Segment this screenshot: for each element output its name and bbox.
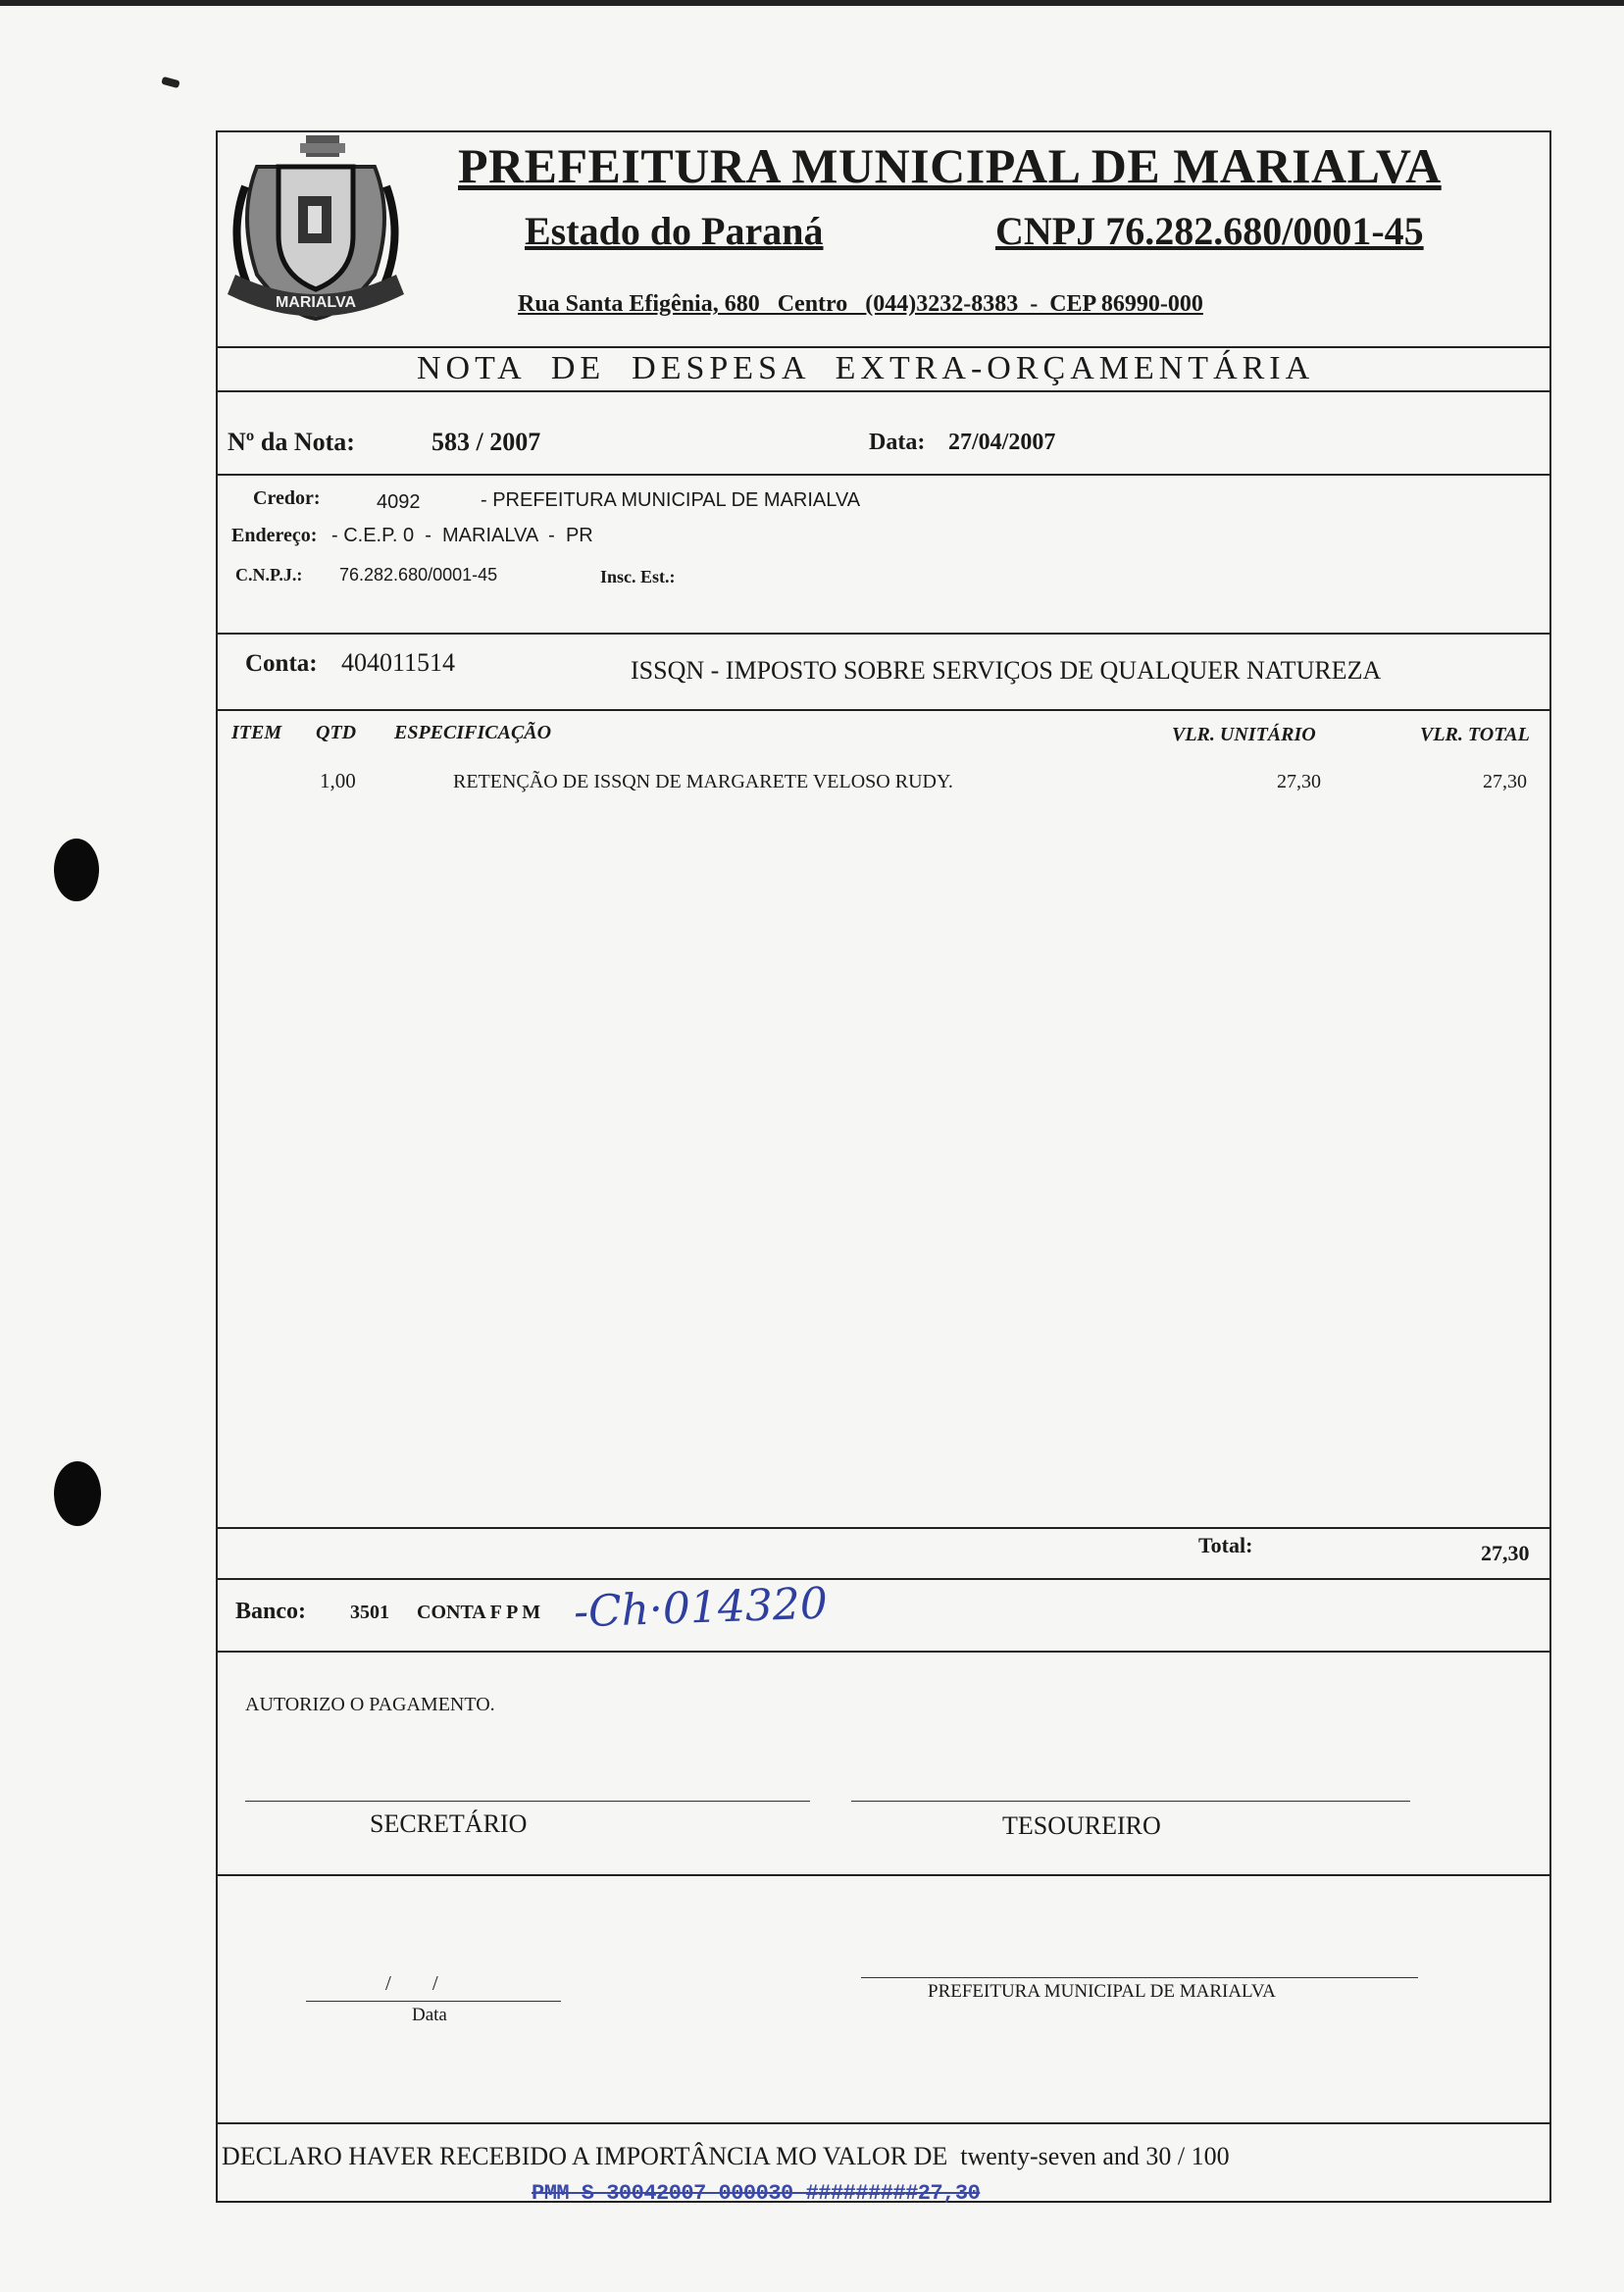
address-label: Endereço: (231, 525, 318, 546)
receipt-date-label: Data (412, 2005, 447, 2025)
conta-description: ISSQN - IMPOSTO SOBRE SERVIÇOS DE QUALQUER NATUREZA (631, 656, 1382, 685)
row-total: 27,30 (1483, 771, 1527, 792)
table-row (218, 765, 1549, 804)
bank-stamp: PMM S 30042007 000030 #########27,30 (532, 2181, 981, 2206)
divider (216, 1527, 1551, 1529)
nota-date-label: Data: (869, 430, 926, 455)
insc-label: Insc. Est.: (600, 567, 676, 586)
top-scan-border (0, 0, 1624, 6)
nota-date: 27/04/2007 (948, 430, 1056, 455)
coat-of-arms-text: MARIALVA (275, 294, 357, 311)
treasurer-signature-line (851, 1801, 1410, 1802)
col-header-total: VLR. TOTAL (1420, 724, 1530, 745)
conta-number: 404011514 (341, 648, 456, 677)
authorization-text: AUTORIZO O PAGAMENTO. (245, 1694, 495, 1715)
header-address: Rua Santa Efigênia, 680 Centro (044)3232-8383 - CEP 86990-000 (518, 291, 1203, 317)
page-title: PREFEITURA MUNICIPAL DE MARIALVA (458, 138, 1442, 193)
coat-of-arms-icon (218, 127, 414, 333)
row-spec: RETENÇÃO DE ISSQN DE MARGARETE VELOSO RUDY. (453, 771, 953, 792)
divider (216, 346, 1551, 348)
banco-label: Banco: (235, 1599, 306, 1624)
secretary-label: SECRETÁRIO (370, 1809, 528, 1838)
receipt-declaration: DECLARO HAVER RECEBIDO A IMPORTÂNCIA MO VALOR DE twenty-seven and 30 / 100 (222, 2142, 1230, 2170)
row-unit: 27,30 (1277, 771, 1321, 792)
state-name: Estado do Paraná (525, 209, 824, 253)
col-header-qtd: QTD (316, 722, 357, 743)
scan-mark (161, 76, 179, 88)
treasurer-label: TESOUREIRO (1002, 1811, 1161, 1840)
banco-conta: CONTA F P M (417, 1602, 541, 1623)
banco-code: 3501 (350, 1602, 389, 1623)
col-header-unit: VLR. UNITÁRIO (1172, 724, 1316, 745)
row-qtd: 1,00 (320, 769, 356, 792)
cnpj-label: C.N.P.J.: (235, 565, 303, 585)
receipt-entity: PREFEITURA MUNICIPAL DE MARIALVA (928, 1981, 1276, 2002)
header-cnpj: CNPJ 76.282.680/0001-45 (995, 209, 1424, 253)
col-header-item: ITEM (231, 722, 282, 743)
credor-name: - PREFEITURA MUNICIPAL DE MARIALVA (481, 489, 861, 511)
total-value: 27,30 (1481, 1541, 1530, 1565)
entity-signature-line (861, 1977, 1418, 1978)
punch-hole-bottom (54, 1461, 101, 1526)
divider (216, 474, 1551, 476)
credor-cnpj: 76.282.680/0001-45 (339, 565, 498, 585)
divider (216, 633, 1551, 635)
nota-number-label: Nº da Nota: (228, 428, 355, 456)
punch-hole-top (54, 839, 99, 901)
receipt-date-placeholder: / / (385, 1971, 438, 1995)
col-header-spec: ESPECIFICAÇÃO (394, 722, 552, 743)
divider (216, 1578, 1551, 1580)
secretary-signature-line (245, 1801, 810, 1802)
divider (216, 709, 1551, 711)
divider (216, 1874, 1551, 1876)
divider (216, 1651, 1551, 1653)
divider (216, 390, 1551, 392)
credor-code: 4092 (377, 491, 421, 513)
date-line (306, 2001, 561, 2002)
nota-number: 583 / 2007 (431, 428, 541, 456)
divider (216, 2122, 1551, 2124)
credor-address: - C.E.P. 0 - MARIALVA - PR (331, 525, 593, 546)
handwritten-check-number: -Ch·014320 (573, 1578, 829, 1638)
document-title: NOTA DE DESPESA EXTRA-ORÇAMENTÁRIA (417, 350, 1315, 386)
credor-label: Credor: (253, 487, 321, 509)
total-label: Total: (1198, 1533, 1253, 1557)
conta-label: Conta: (245, 650, 318, 677)
